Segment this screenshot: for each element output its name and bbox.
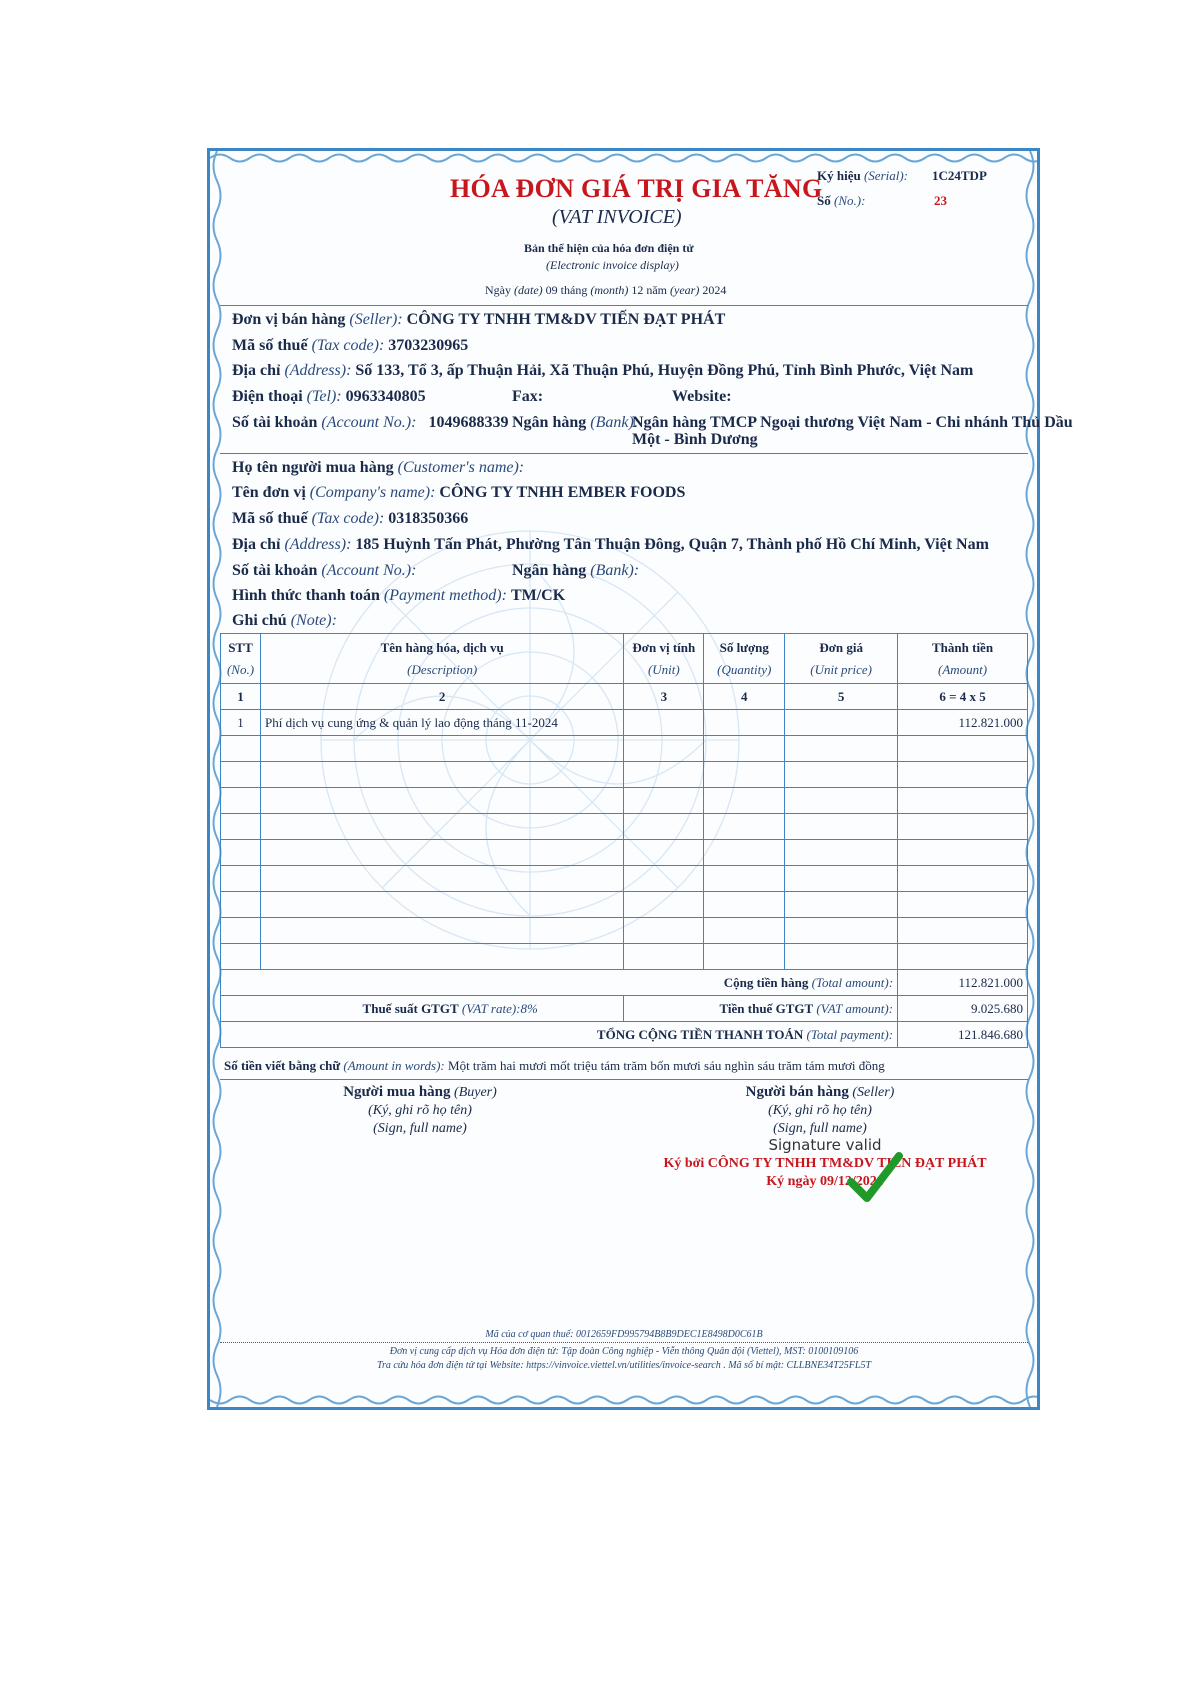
buyer-company-row: Tên đơn vị (Company's name): CÔNG TY TNHH EMBER FOODS: [232, 484, 686, 501]
buyer-address: 185 Huỳnh Tấn Phát, Phường Tân Thuận Đông, Quận 7, Thành phố Hồ Chí Minh, Việt Nam: [355, 536, 989, 553]
table-row-empty: [221, 788, 1028, 814]
month-en: (month): [590, 283, 629, 297]
payment-method: TM/CK: [510, 587, 566, 604]
signed-by: Ký bởi CÔNG TY TNHH TM&DV TIẾN ĐẠT PHÁT: [663, 1156, 987, 1171]
col-header-unit-price: Đơn giá (Unit price): [785, 634, 898, 684]
total-payment: 121.846.680: [898, 1022, 1028, 1048]
item-no: 1: [221, 710, 261, 736]
table-row-empty: [221, 918, 1028, 944]
buyer-bank-row: Ngân hàng (Bank):: [512, 562, 640, 579]
vat-amount: 9.025.680: [898, 996, 1028, 1022]
payment-method-row: Hình thức thanh toán (Payment method): TM/CK: [232, 587, 566, 604]
table-row: [221, 710, 1028, 736]
buyer-company: CÔNG TY TNHH EMBER FOODS: [439, 484, 686, 501]
seller-name-row: Đơn vị bán hàng (Seller): CÔNG TY TNHH TM&DV TIẾN ĐẠT PHÁT: [232, 311, 726, 328]
buyer-tax-row: Mã số thuế (Tax code): 0318350366: [232, 510, 469, 527]
seller-name: CÔNG TY TNHH TM&DV TIẾN ĐẠT PHÁT: [406, 311, 726, 328]
seller-address: Số 133, Tổ 3, ấp Thuận Hải, Xã Thuận Phú, Huyện Đồng Phú, Tỉnh Bình Phước, Việt Nam: [355, 362, 974, 379]
col-header-quantity: Số lượng (Quantity): [704, 634, 785, 684]
buyer-account-row: Số tài khoản (Account No.):: [232, 562, 417, 579]
table-header-row: [221, 634, 1028, 684]
seller-tel: 0963340805: [345, 388, 426, 405]
column-index-row: 1 2 3 4 5 6 = 4 x 5: [221, 684, 1028, 710]
table-row-empty: [221, 892, 1028, 918]
date-label: Ngày: [485, 283, 511, 297]
tax-authority-code: Mã của cơ quan thuế: 0012659FD995794B8B9DEC1E8498D0C61B: [485, 1329, 763, 1340]
vat-row: Thuế suất GTGT (VAT rate):8% Tiền thuế GTGT (VAT amount): 9.025.680: [221, 996, 1028, 1022]
seller-account-row: Số tài khoản (Account No.): 1049688339: [232, 414, 509, 431]
col-header-unit: Đơn vị tính (Unit): [624, 634, 704, 684]
item-quantity: [704, 710, 785, 736]
table-row-empty: [221, 736, 1028, 762]
serial-row: Ký hiệu (Serial):: [817, 168, 909, 183]
item-unit-price: [785, 710, 898, 736]
month-label: tháng: [560, 283, 588, 297]
divider: [220, 453, 1028, 454]
col-header-no: STT (No.): [221, 634, 261, 684]
date-en: (date): [514, 283, 543, 297]
table-row-empty: [221, 814, 1028, 840]
table-row-empty: [221, 866, 1028, 892]
top-border-pattern: [210, 151, 1037, 165]
digital-signature-stamp: [640, 1136, 1010, 1190]
date-year: 2024: [702, 283, 727, 297]
seller-bank-line2: Một - Bình Dương: [632, 431, 758, 448]
serial-value: 1C24TDP: [932, 168, 987, 183]
service-provider: Đơn vị cung cấp dịch vụ Hóa đơn điện tử: Tập đoàn Công nghiệp - Viễn thông Quân đội (Viettel), MST: 0100109106: [389, 1346, 859, 1357]
seller-tel-row: Điện thoại (Tel): 0963340805: [232, 388, 426, 405]
signed-date: Ký ngày 09/12/2024: [766, 1174, 884, 1189]
total-amount: 112.821.000: [898, 970, 1028, 996]
number-row: Số (No.):: [817, 193, 866, 208]
buyer-address-row: Địa chỉ (Address): 185 Huỳnh Tấn Phát, Phường Tân Thuận Đông, Quận 7, Thành phố Hồ Chí Minh, Việt Nam: [232, 536, 989, 553]
year-label: năm: [646, 283, 667, 297]
item-description: Phí dịch vụ cung ứng & quản lý lao động tháng 11-2024: [260, 710, 623, 736]
bottom-border-pattern: [210, 1393, 1037, 1407]
signature-valid-label: Signature valid: [768, 1136, 882, 1154]
seller-website-label: Website:: [672, 388, 732, 405]
display-en: (Electronic invoice display): [546, 258, 679, 272]
date-month: 12: [631, 283, 644, 297]
seller-fax-label: Fax:: [512, 388, 544, 405]
seller-account: 1049688339: [428, 414, 509, 431]
buyer-customer-row: Họ tên người mua hàng (Customer's name):: [232, 459, 525, 476]
buyer-tax-code: 0318350366: [388, 510, 469, 527]
note-row: Ghi chú (Note):: [232, 612, 337, 629]
seller-signature-block: Người bán hàng (Seller) (Ký, ghi rõ họ tên) (Sign, full name): [745, 1084, 895, 1136]
invoice-date: [485, 283, 726, 298]
amount-in-words: Một trăm hai mươi mốt triệu tám trăm bốn mươi sáu nghìn sáu trăm tám mươi đồng: [448, 1058, 885, 1073]
vat-rate: (VAT rate):8%: [461, 1000, 538, 1016]
year-en: (year): [670, 283, 700, 297]
seller-tax-row: Mã số thuế (Tax code): 3703230965: [232, 337, 469, 354]
seller-tax-code: 3703230965: [388, 337, 469, 354]
invoice-number: 23: [934, 193, 947, 208]
table-row-empty: [221, 944, 1028, 970]
checkmark-icon: [845, 1148, 905, 1208]
invoice-title: HÓA ĐƠN GIÁ TRỊ GIA TĂNG: [450, 174, 823, 203]
lookup-info: Tra cứu hóa đơn điện tử tại Website: https://vinvoice.viettel.vn/utilities/invoice-search . Mã số bí mật: CLLBNE34T25FL5T: [376, 1360, 872, 1371]
item-amount: 112.821.000: [898, 710, 1028, 736]
seller-address-row: Địa chỉ (Address): Số 133, Tổ 3, ấp Thuận Hải, Xã Thuận Phú, Huyện Đồng Phú, Tỉnh Bình Phước, Việt Nam: [232, 362, 974, 379]
invoice-subtitle: (VAT INVOICE): [552, 206, 682, 228]
table-row-empty: [221, 840, 1028, 866]
item-unit: [624, 710, 704, 736]
total-amount-row: Cộng tiền hàng (Total amount): 112.821.000: [221, 970, 1028, 996]
table-row-empty: [221, 762, 1028, 788]
total-payment-row: TỔNG CỘNG TIỀN THANH TOÁN (Total payment): 121.846.680: [221, 1022, 1028, 1048]
display-vi: Bản thể hiện của hóa đơn điện tử: [524, 241, 694, 255]
divider: [220, 1079, 1028, 1080]
seller-bank-row: Ngân hàng (Bank):: [512, 414, 640, 431]
amount-in-words-row: Số tiền viết bằng chữ (Amount in words): Một trăm hai mươi mốt triệu tám trăm bốn mươi sáu nghìn sáu trăm tám mươi đồng: [224, 1058, 885, 1073]
items-table: [220, 633, 1028, 1048]
seller-bank-line1: Ngân hàng TMCP Ngoại thương Việt Nam - Chi nhánh Thủ Dầu: [632, 414, 1073, 431]
buyer-signature-block: Người mua hàng (Buyer) (Ký, ghi rõ họ tên) (Sign, full name): [343, 1084, 497, 1136]
col-header-amount: Thành tiền (Amount): [898, 634, 1028, 684]
footer-divider: [220, 1342, 1028, 1343]
date-day: 09: [545, 283, 558, 297]
col-header-description: Tên hàng hóa, dịch vụ (Description): [260, 634, 623, 684]
divider: [220, 305, 1028, 306]
